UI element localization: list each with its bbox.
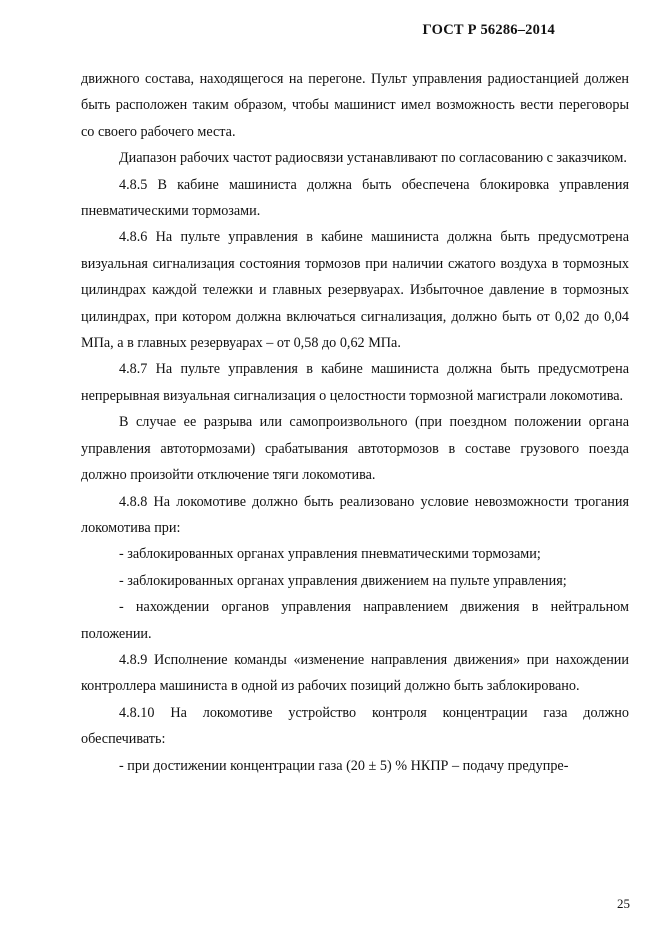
paragraph-4-8-10: 4.8.10 На локомотиве устройство контроля концентрации газа должно обеспечивать:	[81, 704, 629, 748]
paragraph-4-8-5: 4.8.5 В кабине машиниста должна быть обеспечена блокировка управления пневматическими тормозами.	[81, 176, 629, 220]
paragraph-4-8-9: 4.8.9 Исполнение команды «изменение направления движения» при нахождении контроллера машиниста в одной из рабочих позиций должно быть заблокировано.	[81, 651, 629, 695]
list-item-motion-controls: - заблокированных органах управления движением на пульте управления;	[119, 572, 567, 589]
paragraph-4-8-7: 4.8.7 На пульте управления в кабине машиниста должна быть предусмотрена непрерывная визуальная сигнализация о целостности тормозной магистрали локомотива.	[81, 361, 629, 404]
document-header-id: ГОСТ Р 56286–2014	[422, 22, 555, 38]
list-item-pneumatic-brakes: - заблокированных органах управления пневматическими тормозами;	[119, 546, 541, 563]
page-number: 25	[617, 896, 630, 911]
paragraph-4-8-6: 4.8.6 На пульте управления в кабине машиниста должна быть предусмотрена визуальная сигнализация состояния тормозов при наличии сжатого воздуха в тормозных цилиндрах каждой тележки и главных резервуарах. Избыточное давление в тормозных цилиндрах, при котором должна включаться сигнализация, должно быть от 0,02 до 0,04 МПа, а в главных резервуарах – от 0,58 до 0,62 МПа.	[81, 229, 629, 352]
paragraph-brake-line-break: В случае ее разрыва или самопроизвольного (при поездном положении органа управления автотормозами) срабатывания автотормозов в составе грузового поезда должно произойти отключение тяги локомотива.	[81, 414, 629, 484]
document-body	[81, 66, 629, 779]
paragraph-4-8-8: 4.8.8 На локомотиве должно быть реализовано условие невозможности трогания локомотива при:	[81, 493, 629, 536]
list-item-neutral-position: - нахождении органов управления направлением движения в нейтральном положении.	[81, 599, 629, 642]
list-item-gas-concentration: - при достижении концентрации газа (20 ± 5) % НКПР – подачу предупре-	[119, 757, 569, 774]
paragraph-continuation: движного состава, находящегося на перегоне. Пульт управления радиостанцией должен быть расположен таким образом, чтобы машинист имел возможность вести переговоры со своего рабочего места.	[81, 71, 629, 140]
paragraph-frequency-range: Диапазон рабочих частот радиосвязи устанавливают по согласованию с заказчиком.	[119, 150, 627, 167]
